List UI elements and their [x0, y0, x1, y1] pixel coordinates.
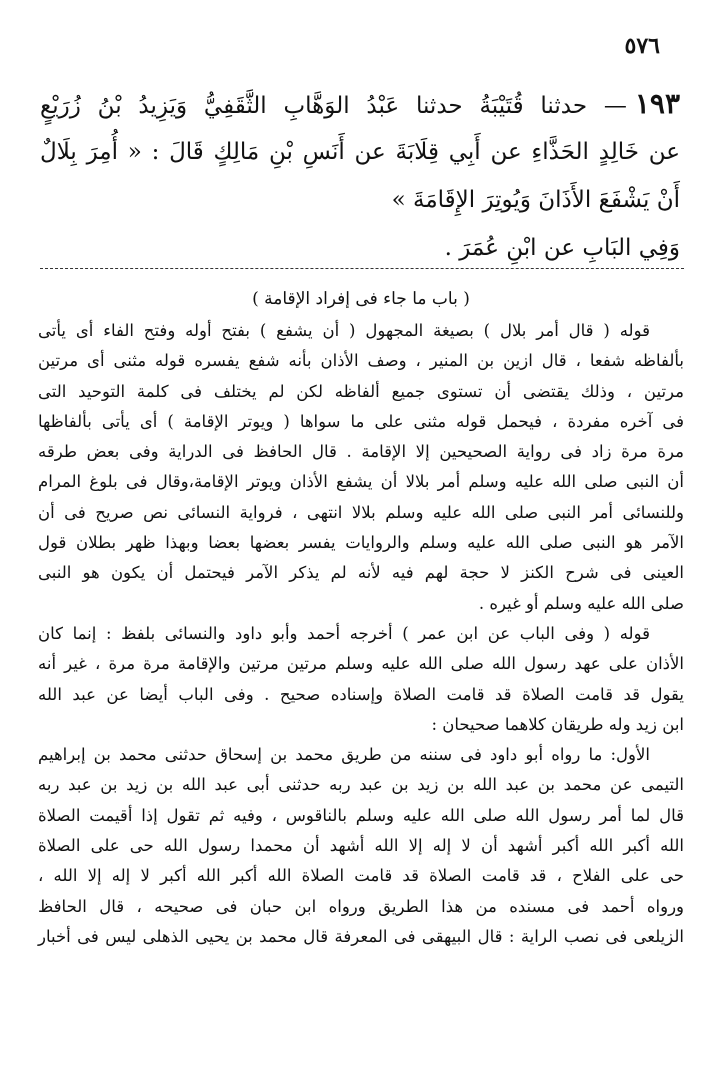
hadith-line: وَفِي البَابِ عن ابْنِ عُمَرَ . [444, 235, 680, 261]
commentary-line: ورواه أحمد فى مسنده من هذا الطريق ورواه ابن حبان فى صحيحه ، قال الحافظ [38, 896, 684, 916]
commentary-line: الأذان على عهد رسول الله صلى الله عليه وسلم مرتين مرتين والإقامة مرة مرة ، غير أنه [38, 654, 684, 674]
commentary-block [38, 282, 684, 952]
commentary-line: الأول: ما رواه أبو داود فى سننه من طريق محمد بن إسحاق حدثنى محمد بن إبراهيم [38, 745, 650, 765]
commentary-line: بألفاظه شفعا ، قال ازين بن المنير ، وصف الأذان بأنه شفع يفسره قوله مثنى أى مرتين [38, 351, 684, 371]
commentary-paragraph [38, 619, 684, 740]
hadith-block [40, 80, 680, 272]
commentary-line: الزيلعى فى نصب الراية : قال البيهقى فى المعرفة قال محمد بن يحيى الذهلى ليس فى أخبار [38, 926, 684, 946]
hadith-number: ١٩٣ [634, 87, 680, 120]
commentary-line: أن النبى صلى الله عليه وسلم أمر بلالا أن يشفع الأذان ويوتر الإقامة،وقال فى بلوغ المرام [38, 472, 684, 492]
commentary-line: ابن زيد وله طريقان كلاهما صحيحان : [431, 714, 684, 734]
hadith-line [40, 80, 680, 128]
page-number: ٥٧٦ [624, 33, 660, 59]
hadith-line: عن خَالِدٍ الحَذَّاءِ عن أَبِي قِلَابَةَ عن أَنَسِ بْنِ مَالِكٍ قَالَ : « أُمِرَ بِلَالٌ [40, 139, 680, 165]
commentary-line: قوله ( وفى الباب عن ابن عمر ) أخرجه أحمد وأبو داود والنسائى بلفظ : إنما كان [38, 623, 650, 643]
commentary-paragraph [38, 316, 684, 619]
commentary-line: يقول قد قامت الصلاة قد قامت الصلاة وإسناده صحيح . وفى الباب أيضا عن عبد الله [38, 684, 684, 704]
commentary-line: التيمى عن محمد بن عبد الله بن زيد بن عبد ربه حدثنى أبى عبد الله بن زيد بن عبد ربه [38, 775, 684, 795]
hadith-line: أَنْ يَشْفَعَ الأَذَانَ وَيُوتِرَ الإِقَامَةَ » [391, 187, 680, 213]
commentary-line: فى آخره مفردة ، فيحمل قوله مثنى على ما سواها ( ويوتر الإقامة ) أى يأتى بألفاظها [38, 411, 684, 431]
commentary-line: حى على الفلاح ، قد قامت الصلاة قد قامت الصلاة الله أكبر الله أكبر لا إله إلا الله ، [38, 866, 684, 886]
commentary-line: قوله ( قال أمر بلال ) بصيغة المجهول ( أن يشفع ) بفتح أوله وفتح الفاء أى يأتى [38, 321, 650, 340]
commentary-line: مرتين ، وذلك يقتضى أن تستوى جميع ألفاظه لكن لم يختلف فى كلمة التوحيد التى [38, 381, 684, 401]
commentary-line: صلى الله عليه وسلم أو غيره . [478, 593, 684, 613]
commentary-line: قال لما أمر رسول الله صلى الله عليه وسلم بالناقوس ، وفيه ثم تقول إذا أقيمت الصلاة [38, 805, 684, 825]
commentary-paragraph [38, 740, 684, 952]
commentary-line: وللنسائى أمر النبى صلى الله عليه وسلم بلالا انتهى ، فرواية النسائى نص صريح فى أن [38, 502, 684, 522]
commentary-line: الله أكبر الله أكبر أشهد أن لا إله إلا الله أشهد أن محمدا رسول الله حى على الصلاة [38, 836, 684, 856]
section-separator [40, 268, 684, 269]
hadith-text: — حدثنا قُتَيْبَةُ حدثنا عَبْدُ الوَهَّابِ الثَّقَفِيُّ وَيَزِيدُ بْنُ زُرَيْعٍ [40, 93, 627, 119]
commentary-paragraphs [38, 316, 684, 952]
commentary-line: مرة مرة زاد فى رواية الصحيحين إلا الإقامة . قال الحافظ فى الدراية وفى بعض طرقه [38, 442, 684, 462]
chapter-title: ( باب ما جاء فى إفراد الإقامة ) [252, 289, 470, 309]
commentary-line: الآمر هو النبى صلى الله عليه وسلم والروايات يفسر بعضها بعضا وبهذا ظهر بطلان قول [38, 533, 684, 553]
commentary-line: العينى فى شرح الكنز لا حجة لهم فيه لأنه لم يذكر الآمر فيحتمل أن يكون هو النبى [38, 563, 684, 583]
